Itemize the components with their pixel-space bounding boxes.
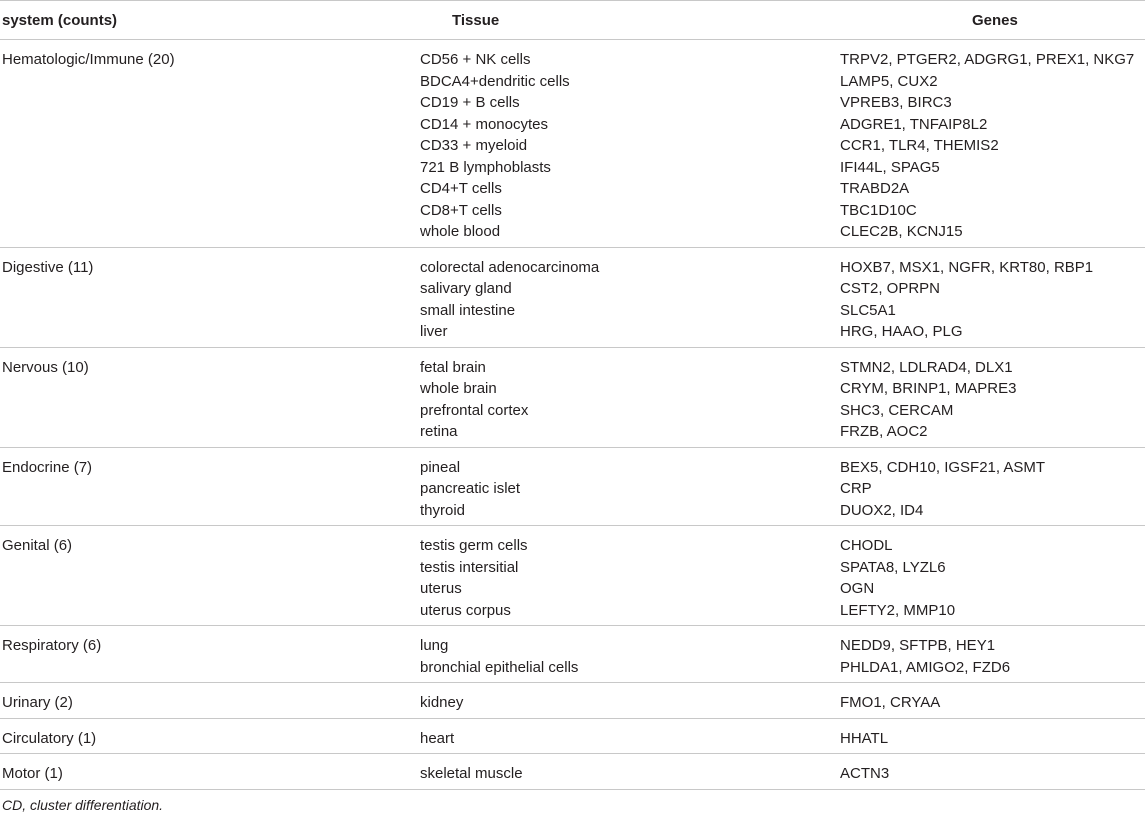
table-row [0,683,1145,719]
genes-label: ACTN3 [840,765,890,782]
system-label: Urinary (2) [2,694,73,711]
genes-label: TRABD2A [840,180,910,197]
genes-cell [840,347,1145,447]
tissue-label: CD56 + NK cells [420,51,531,68]
tissue-label: fetal brain [420,358,486,376]
table-body [0,40,1145,790]
genes-label: CRP [840,480,872,497]
genes-cell [840,526,1145,626]
table-row [0,718,1145,754]
genes-label: CRYM, BRINP1, MAPRE3 [840,380,1017,397]
table-row [0,447,1145,526]
table-row [0,754,1145,790]
genes-label: HRG, HAAO, PLG [840,323,963,340]
tissue-label: bronchial epithelial cells [420,658,579,676]
tissue-label: colorectal adenocarcinoma [420,258,600,276]
tissue-label: CD8+T cells [420,201,502,219]
genes-label: BEX5, CDH10, IGSF21, ASMT [840,458,1046,476]
genes-label: SLC5A1 [840,301,896,319]
tissue-cell [420,347,840,447]
genes-label: SHC3, CERCAM [840,401,954,419]
tissue-cell [420,40,840,248]
table-row [0,626,1145,683]
genes-cell [840,447,1145,526]
tissue-cell [420,247,840,347]
table-row [0,247,1145,347]
system-label: Hematologic/Immune (20) [2,51,175,68]
tissue-label: small intestine [420,301,516,319]
table-row [0,526,1145,626]
tissue-label: testis intersitial [420,558,519,576]
header-row [0,1,1145,40]
genes-label: OGN [840,580,875,597]
tissue-label: whole blood [420,223,501,240]
tissue-cell [420,754,840,790]
genes-label: SPATA8, LYZL6 [840,558,946,576]
system-label: Digestive (11) [2,258,94,276]
tissue-label: heart [420,729,455,747]
system-cell [0,683,420,719]
tissue-label: BDCA4+dendritic cells [420,72,570,90]
tissue-label: whole brain [420,380,497,397]
tissue-label: prefrontal cortex [420,401,529,419]
system-label: Endocrine (7) [2,458,93,476]
tissue-label: retina [420,423,458,440]
genes-cell [840,754,1145,790]
genes-label: CST2, OPRPN [840,280,941,297]
tissue-label: CD33 + myeloid [420,137,528,154]
tissue-cell [420,447,840,526]
tissue-cell [420,526,840,626]
system-label: Genital (6) [2,537,73,554]
system-cell [0,754,420,790]
tissue-label: skeletal muscle [420,765,523,782]
system-cell [0,347,420,447]
table-row [0,347,1145,447]
tissue-label: kidney [420,694,464,711]
tissue-label: liver [420,323,448,340]
system-cell [0,40,420,248]
genes-cell [840,40,1145,248]
genes-label: TRPV2, PTGER2, ADGRG1, PREX1, NKG7 [840,51,1135,68]
tissue-cell [420,626,840,683]
tissue-label: pineal [420,458,461,476]
genes-cell [840,247,1145,347]
genes-label: PHLDA1, AMIGO2, FZD6 [840,658,1011,676]
genes-label: TBC1D10C [840,201,917,219]
tissue-label: pancreatic islet [420,480,521,497]
system-label: Respiratory (6) [2,637,102,654]
genes-label: CHODL [840,537,893,554]
tissue-label: testis germ cells [420,537,528,554]
genes-label: CCR1, TLR4, THEMIS2 [840,137,999,154]
system-cell [0,718,420,754]
tissue-label: CD14 + monocytes [420,115,548,133]
genes-label: DUOX2, ID4 [840,501,924,519]
genes-label: ADGRE1, TNFAIP8L2 [840,115,988,133]
system-label: Circulatory (1) [2,729,97,747]
genes-label: FRZB, AOC2 [840,423,928,440]
genes-label: VPREB3, BIRC3 [840,94,952,111]
tissue-cell [420,718,840,754]
genes-label: HOXB7, MSX1, NGFR, KRT80, RBP1 [840,258,1094,276]
tissue-label: uterus [420,580,462,597]
tissue-label: 721 B lymphoblasts [420,158,551,176]
genes-label: STMN2, LDLRAD4, DLX1 [840,358,1013,376]
system-label: Motor (1) [2,765,63,782]
header-tissue: Tissue [420,1,840,40]
tissue-cell [420,683,840,719]
system-label: Nervous (10) [2,358,89,376]
system-cell [0,526,420,626]
genes-label: LEFTY2, MMP10 [840,601,956,619]
tissue-label: lung [420,637,449,654]
header-system: system (counts) [0,1,420,40]
table-row [0,40,1145,248]
tissue-label: uterus corpus [420,601,511,619]
genes-label: NEDD9, SFTPB, HEY1 [840,637,996,654]
genes-cell [840,718,1145,754]
genes-cell [840,626,1145,683]
genes-label: LAMP5, CUX2 [840,72,938,90]
genes-label: FMO1, CRYAA [840,694,941,711]
system-cell [0,447,420,526]
genes-label: CLEC2B, KCNJ15 [840,223,963,240]
tissue-label: salivary gland [420,280,512,297]
genes-label: HHATL [840,729,889,747]
tissue-label: CD4+T cells [420,180,502,197]
tissue-label: CD19 + B cells [420,94,520,111]
system-cell [0,626,420,683]
system-cell [0,247,420,347]
header-genes: Genes [840,1,1145,40]
genes-cell [840,683,1145,719]
tissue-label: thyroid [420,501,466,519]
table-footnote: CD, cluster differentiation. [2,796,164,813]
genes-label: IFI44L, SPAG5 [840,158,940,176]
